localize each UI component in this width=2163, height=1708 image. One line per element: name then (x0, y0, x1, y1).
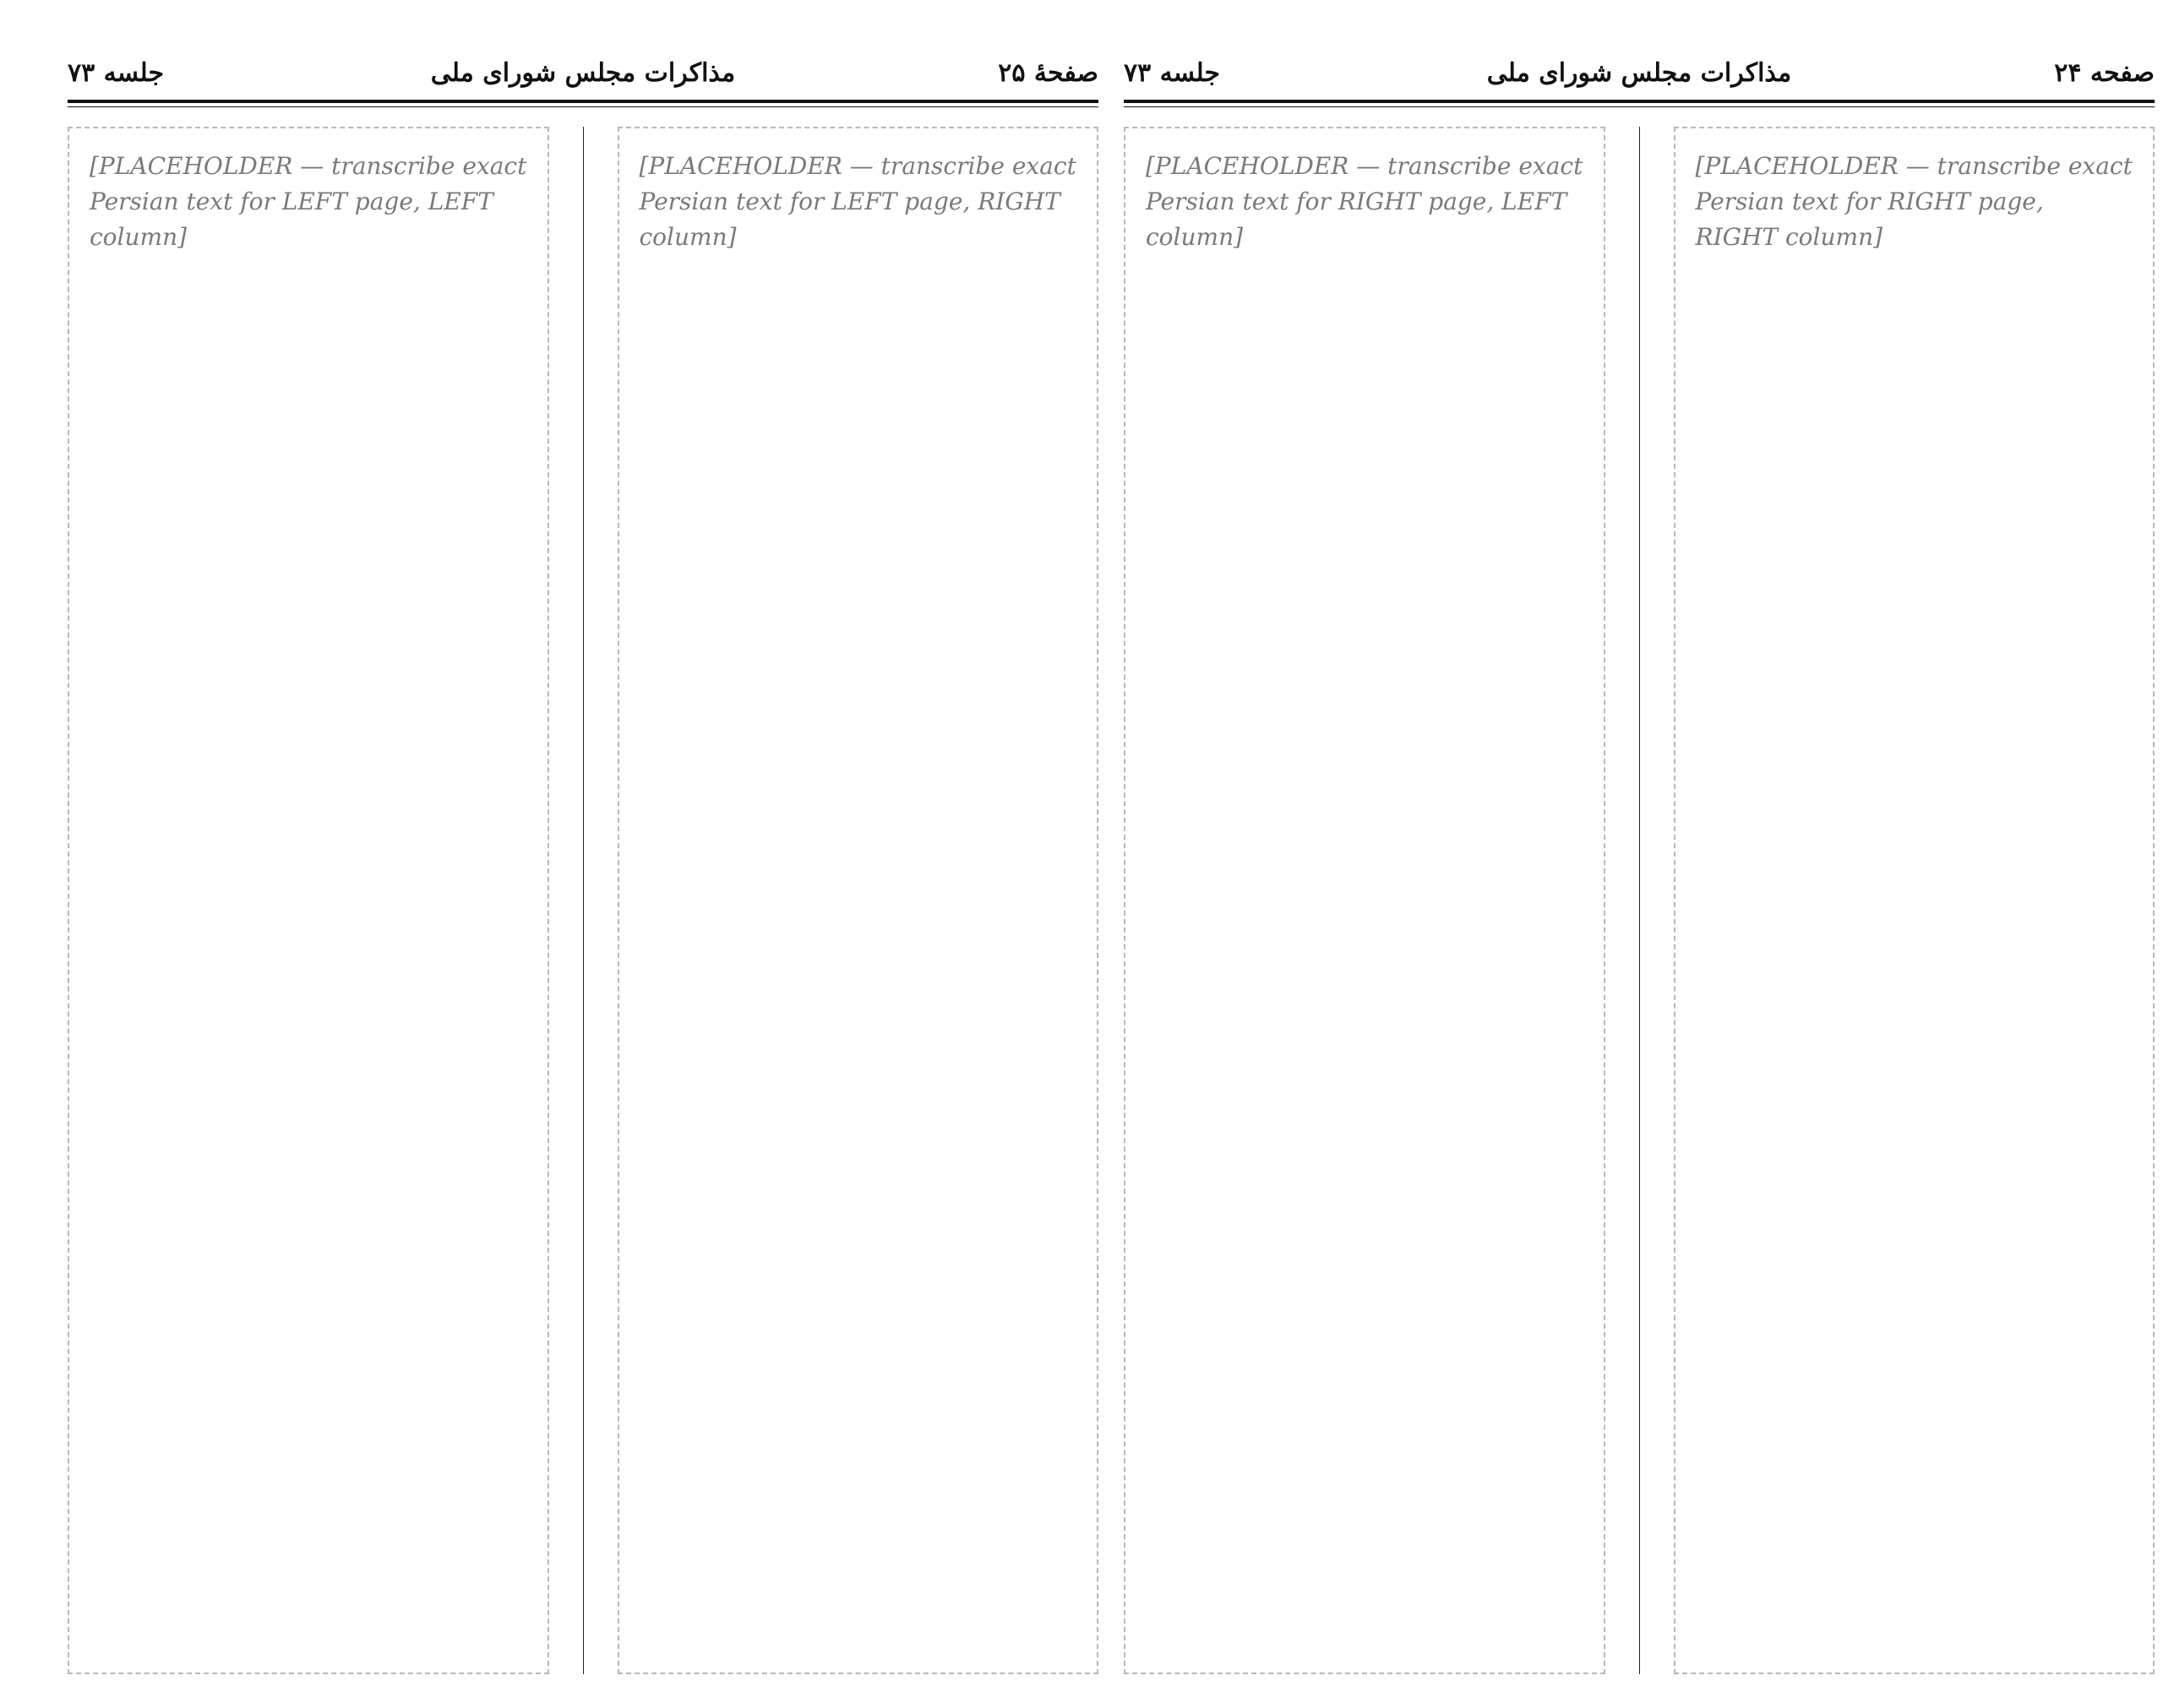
right-page-header (1124, 49, 2155, 96)
right-page (1124, 0, 2155, 1708)
left-page-page-label: صفحهٔ ۲۵ (998, 57, 1098, 88)
left-page-left-column: [PLACEHOLDER — transcribe exact Persian text for LEFT page, LEFT column] (68, 127, 549, 1674)
left-page-header-thin-rule (68, 106, 1098, 107)
left-page-session-label: جلسه ۷۳ (68, 57, 165, 88)
right-page-header-rule (1124, 100, 2155, 103)
left-page-column-divider (583, 127, 584, 1674)
left-page-right-column: [PLACEHOLDER — transcribe exact Persian text for LEFT page, RIGHT column] (618, 127, 1099, 1674)
right-page-session-label: جلسه ۷۳ (1124, 57, 1221, 88)
right-page-column-divider (1639, 127, 1640, 1674)
left-page (68, 0, 1098, 1708)
right-page-title: مذاکرات مجلس شورای ملی (1486, 57, 1792, 88)
right-page-left-column: [PLACEHOLDER — transcribe exact Persian text for RIGHT page, LEFT column] (1124, 127, 1605, 1674)
right-page-columns (1124, 127, 2155, 1674)
left-page-title: مذاکرات مجلس شورای ملی (430, 57, 736, 88)
right-page-page-label: صفحه ۲۴ (2054, 57, 2155, 88)
left-page-header (68, 49, 1098, 96)
right-page-right-column: [PLACEHOLDER — transcribe exact Persian text for RIGHT page, RIGHT column] (1674, 127, 2155, 1674)
right-page-header-thin-rule (1124, 106, 2155, 107)
left-page-header-rule (68, 100, 1098, 103)
left-page-columns (68, 127, 1098, 1674)
